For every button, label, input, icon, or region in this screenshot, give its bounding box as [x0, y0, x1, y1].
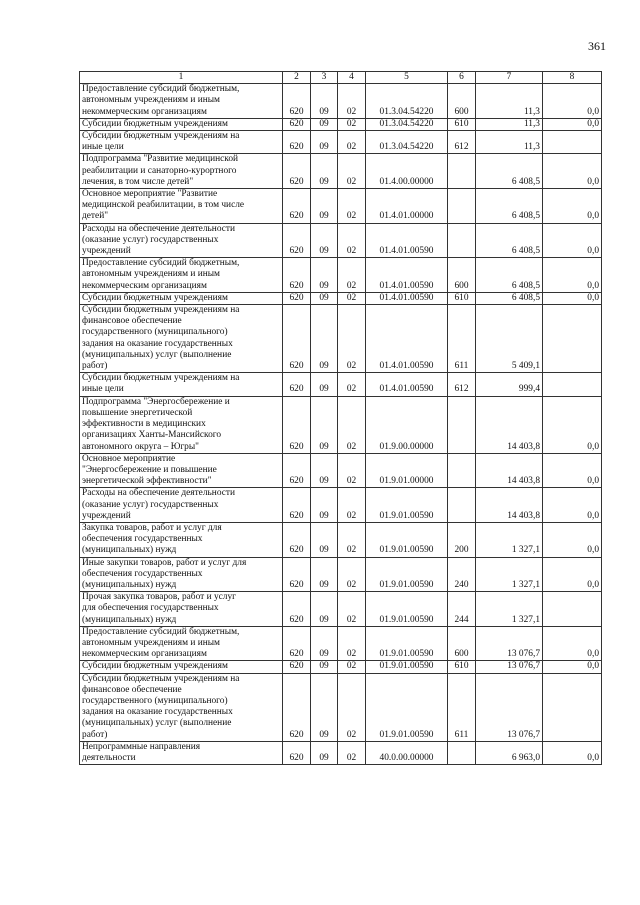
table-row — [80, 292, 602, 304]
column-header: 2 — [283, 72, 311, 84]
row-name-cell: Расходы на обеспечение деятельности (оказание услуг) государственных учреждений — [80, 488, 283, 523]
subsection-code-cell: 02 — [338, 292, 366, 304]
subsection-code-cell: 02 — [338, 488, 366, 523]
amount-cell: 999,4 — [476, 373, 543, 396]
expense-type-cell: 240 — [448, 557, 476, 592]
column-header: 7 — [476, 72, 543, 84]
row-name-cell: Субсидии бюджетным учреждениям — [80, 118, 283, 130]
column-header: 8 — [543, 72, 602, 84]
row-name-cell: Субсидии бюджетным учреждениям на иные цели — [80, 131, 283, 154]
subsection-code-cell: 02 — [338, 661, 366, 673]
row-name-cell: Основное мероприятие "Энергосбережение и повышение энергетической эффективности" — [80, 453, 283, 488]
expense-type-cell — [448, 189, 476, 224]
expense-type-cell: 600 — [448, 84, 476, 119]
target-article-cell: 40.0.00.00000 — [366, 741, 448, 764]
target-article-cell: 01.4.00.00000 — [366, 154, 448, 189]
amount-extra-cell — [543, 373, 602, 396]
amount-extra-cell: 0,0 — [543, 626, 602, 661]
section-code-cell: 09 — [311, 626, 338, 661]
ministry-code-cell: 620 — [283, 557, 311, 592]
expense-type-cell: 610 — [448, 118, 476, 130]
expense-type-cell: 612 — [448, 373, 476, 396]
target-article-cell: 01.9.01.00590 — [366, 673, 448, 741]
table-row — [80, 258, 602, 293]
amount-cell: 14 403,8 — [476, 396, 543, 453]
ministry-code-cell: 620 — [283, 453, 311, 488]
amount-extra-cell — [543, 305, 602, 373]
row-name-cell: Предоставление субсидий бюджетным, автономным учреждениям и иным некоммерческим организациям — [80, 258, 283, 293]
amount-extra-cell: 0,0 — [543, 453, 602, 488]
section-code-cell: 09 — [311, 373, 338, 396]
subsection-code-cell: 02 — [338, 189, 366, 224]
ministry-code-cell: 620 — [283, 292, 311, 304]
column-header: 4 — [338, 72, 366, 84]
amount-extra-cell: 0,0 — [543, 189, 602, 224]
target-article-cell: 01.4.01.00000 — [366, 189, 448, 224]
section-code-cell: 09 — [311, 557, 338, 592]
ministry-code-cell: 620 — [283, 488, 311, 523]
amount-extra-cell: 0,0 — [543, 118, 602, 130]
subsection-code-cell: 02 — [338, 131, 366, 154]
row-name-cell: Основное мероприятие "Развитие медицинской реабилитации, в том числе детей" — [80, 189, 283, 224]
amount-extra-cell — [543, 131, 602, 154]
section-code-cell: 09 — [311, 396, 338, 453]
target-article-cell: 01.4.01.00590 — [366, 305, 448, 373]
amount-cell: 11,3 — [476, 118, 543, 130]
section-code-cell: 09 — [311, 453, 338, 488]
amount-cell: 14 403,8 — [476, 453, 543, 488]
section-code-cell: 09 — [311, 522, 338, 557]
amount-cell: 6 408,5 — [476, 189, 543, 224]
ministry-code-cell: 620 — [283, 223, 311, 258]
subsection-code-cell: 02 — [338, 118, 366, 130]
table-row — [80, 488, 602, 523]
subsection-code-cell: 02 — [338, 396, 366, 453]
subsection-code-cell: 02 — [338, 223, 366, 258]
expense-type-cell: 600 — [448, 626, 476, 661]
table-row — [80, 741, 602, 764]
ministry-code-cell: 620 — [283, 741, 311, 764]
row-name-cell: Подпрограмма "Энергосбережение и повышение энергетической эффективности в медицинских организациях Ханты-Мансийского автономного округа – Югры" — [80, 396, 283, 453]
target-article-cell: 01.9.01.00590 — [366, 661, 448, 673]
ministry-code-cell: 620 — [283, 189, 311, 224]
amount-cell: 14 403,8 — [476, 488, 543, 523]
target-article-cell: 01.3.04.54220 — [366, 84, 448, 119]
amount-extra-cell: 0,0 — [543, 488, 602, 523]
section-code-cell: 09 — [311, 305, 338, 373]
amount-cell: 5 409,1 — [476, 305, 543, 373]
target-article-cell: 01.4.01.00590 — [366, 292, 448, 304]
subsection-code-cell: 02 — [338, 673, 366, 741]
table-row — [80, 557, 602, 592]
section-code-cell: 09 — [311, 488, 338, 523]
subsection-code-cell: 02 — [338, 154, 366, 189]
row-name-cell: Предоставление субсидий бюджетным, автономным учреждениям и иным некоммерческим организациям — [80, 84, 283, 119]
table-row — [80, 84, 602, 119]
budget-table — [79, 71, 602, 765]
page-number: 361 — [588, 39, 606, 53]
subsection-code-cell: 02 — [338, 453, 366, 488]
section-code-cell: 09 — [311, 258, 338, 293]
row-name-cell: Субсидии бюджетным учреждениям — [80, 292, 283, 304]
target-article-cell: 01.9.01.00000 — [366, 453, 448, 488]
row-name-cell: Субсидии бюджетным учреждениям — [80, 661, 283, 673]
amount-cell: 11,3 — [476, 84, 543, 119]
table-header-row — [80, 72, 602, 84]
subsection-code-cell: 02 — [338, 373, 366, 396]
amount-cell: 1 327,1 — [476, 592, 543, 627]
table-body — [80, 84, 602, 765]
subsection-code-cell: 02 — [338, 592, 366, 627]
row-name-cell: Подпрограмма "Развитие медицинской реабилитации и санаторно-курортного лечения, в том числе детей" — [80, 154, 283, 189]
section-code-cell: 09 — [311, 131, 338, 154]
expense-type-cell: 600 — [448, 258, 476, 293]
table-row — [80, 626, 602, 661]
section-code-cell: 09 — [311, 741, 338, 764]
row-name-cell: Прочая закупка товаров, работ и услуг для обеспечения государственных (муниципальных) нужд — [80, 592, 283, 627]
section-code-cell: 09 — [311, 118, 338, 130]
amount-cell: 13 076,7 — [476, 626, 543, 661]
table-row — [80, 305, 602, 373]
column-header: 1 — [80, 72, 283, 84]
expense-type-cell: 610 — [448, 661, 476, 673]
table-row — [80, 118, 602, 130]
amount-cell: 1 327,1 — [476, 557, 543, 592]
target-article-cell: 01.9.01.00590 — [366, 557, 448, 592]
section-code-cell: 09 — [311, 189, 338, 224]
amount-extra-cell: 0,0 — [543, 223, 602, 258]
amount-cell: 6 408,5 — [476, 154, 543, 189]
section-code-cell: 09 — [311, 84, 338, 119]
table-row — [80, 131, 602, 154]
ministry-code-cell: 620 — [283, 373, 311, 396]
section-code-cell: 09 — [311, 223, 338, 258]
row-name-cell: Непрограммные направления деятельности — [80, 741, 283, 764]
amount-cell: 6 963,0 — [476, 741, 543, 764]
expense-type-cell — [448, 396, 476, 453]
table-row — [80, 154, 602, 189]
section-code-cell: 09 — [311, 592, 338, 627]
section-code-cell: 09 — [311, 292, 338, 304]
amount-extra-cell — [543, 592, 602, 627]
table-row — [80, 189, 602, 224]
expense-type-cell: 611 — [448, 305, 476, 373]
amount-cell: 6 408,5 — [476, 223, 543, 258]
amount-extra-cell: 0,0 — [543, 522, 602, 557]
row-name-cell: Субсидии бюджетным учреждениям на финансовое обеспечение государственного (муниципального) задания на оказание государственных (муниципальных) услуг (выполнение работ) — [80, 673, 283, 741]
subsection-code-cell: 02 — [338, 626, 366, 661]
amount-cell: 13 076,7 — [476, 673, 543, 741]
expense-type-cell — [448, 223, 476, 258]
amount-extra-cell — [543, 673, 602, 741]
expense-type-cell — [448, 453, 476, 488]
column-header: 6 — [448, 72, 476, 84]
amount-extra-cell: 0,0 — [543, 661, 602, 673]
table-row — [80, 522, 602, 557]
amount-extra-cell: 0,0 — [543, 84, 602, 119]
row-name-cell: Расходы на обеспечение деятельности (оказание услуг) государственных учреждений — [80, 223, 283, 258]
section-code-cell: 09 — [311, 154, 338, 189]
amount-extra-cell: 0,0 — [543, 396, 602, 453]
amount-extra-cell: 0,0 — [543, 557, 602, 592]
amount-cell: 6 408,5 — [476, 292, 543, 304]
amount-cell: 1 327,1 — [476, 522, 543, 557]
ministry-code-cell: 620 — [283, 131, 311, 154]
amount-extra-cell: 0,0 — [543, 154, 602, 189]
amount-extra-cell: 0,0 — [543, 741, 602, 764]
target-article-cell: 01.9.01.00590 — [366, 522, 448, 557]
ministry-code-cell: 620 — [283, 626, 311, 661]
ministry-code-cell: 620 — [283, 305, 311, 373]
amount-extra-cell: 0,0 — [543, 292, 602, 304]
target-article-cell: 01.9.00.00000 — [366, 396, 448, 453]
ministry-code-cell: 620 — [283, 661, 311, 673]
ministry-code-cell: 620 — [283, 118, 311, 130]
row-name-cell: Закупка товаров, работ и услуг для обеспечения государственных (муниципальных) нужд — [80, 522, 283, 557]
target-article-cell: 01.3.04.54220 — [366, 131, 448, 154]
table-row — [80, 661, 602, 673]
target-article-cell: 01.9.01.00590 — [366, 592, 448, 627]
column-header: 3 — [311, 72, 338, 84]
amount-extra-cell: 0,0 — [543, 258, 602, 293]
column-header: 5 — [366, 72, 448, 84]
ministry-code-cell: 620 — [283, 592, 311, 627]
subsection-code-cell: 02 — [338, 557, 366, 592]
row-name-cell: Предоставление субсидий бюджетным, автономным учреждениям и иным некоммерческим организациям — [80, 626, 283, 661]
expense-type-cell — [448, 488, 476, 523]
subsection-code-cell: 02 — [338, 258, 366, 293]
ministry-code-cell: 620 — [283, 84, 311, 119]
expense-type-cell: 244 — [448, 592, 476, 627]
table-row — [80, 223, 602, 258]
target-article-cell: 01.4.01.00590 — [366, 373, 448, 396]
section-code-cell: 09 — [311, 673, 338, 741]
ministry-code-cell: 620 — [283, 673, 311, 741]
target-article-cell: 01.4.01.00590 — [366, 258, 448, 293]
expense-type-cell — [448, 154, 476, 189]
target-article-cell: 01.9.01.00590 — [366, 626, 448, 661]
subsection-code-cell: 02 — [338, 305, 366, 373]
subsection-code-cell: 02 — [338, 522, 366, 557]
row-name-cell: Субсидии бюджетным учреждениям на иные цели — [80, 373, 283, 396]
table-row — [80, 673, 602, 741]
amount-cell: 6 408,5 — [476, 258, 543, 293]
row-name-cell: Иные закупки товаров, работ и услуг для обеспечения государственных (муниципальных) нужд — [80, 557, 283, 592]
table-row — [80, 373, 602, 396]
amount-cell: 11,3 — [476, 131, 543, 154]
table-row — [80, 396, 602, 453]
target-article-cell: 01.9.01.00590 — [366, 488, 448, 523]
ministry-code-cell: 620 — [283, 154, 311, 189]
expense-type-cell: 612 — [448, 131, 476, 154]
ministry-code-cell: 620 — [283, 396, 311, 453]
target-article-cell: 01.4.01.00590 — [366, 223, 448, 258]
target-article-cell: 01.3.04.54220 — [366, 118, 448, 130]
table-row — [80, 592, 602, 627]
subsection-code-cell: 02 — [338, 84, 366, 119]
subsection-code-cell: 02 — [338, 741, 366, 764]
expense-type-cell: 611 — [448, 673, 476, 741]
row-name-cell: Субсидии бюджетным учреждениям на финансовое обеспечение государственного (муниципального) задания на оказание государственных (муниципальных) услуг (выполнение работ) — [80, 305, 283, 373]
ministry-code-cell: 620 — [283, 258, 311, 293]
expense-type-cell — [448, 741, 476, 764]
expense-type-cell: 610 — [448, 292, 476, 304]
amount-cell: 13 076,7 — [476, 661, 543, 673]
expense-type-cell: 200 — [448, 522, 476, 557]
section-code-cell: 09 — [311, 661, 338, 673]
table-row — [80, 453, 602, 488]
ministry-code-cell: 620 — [283, 522, 311, 557]
